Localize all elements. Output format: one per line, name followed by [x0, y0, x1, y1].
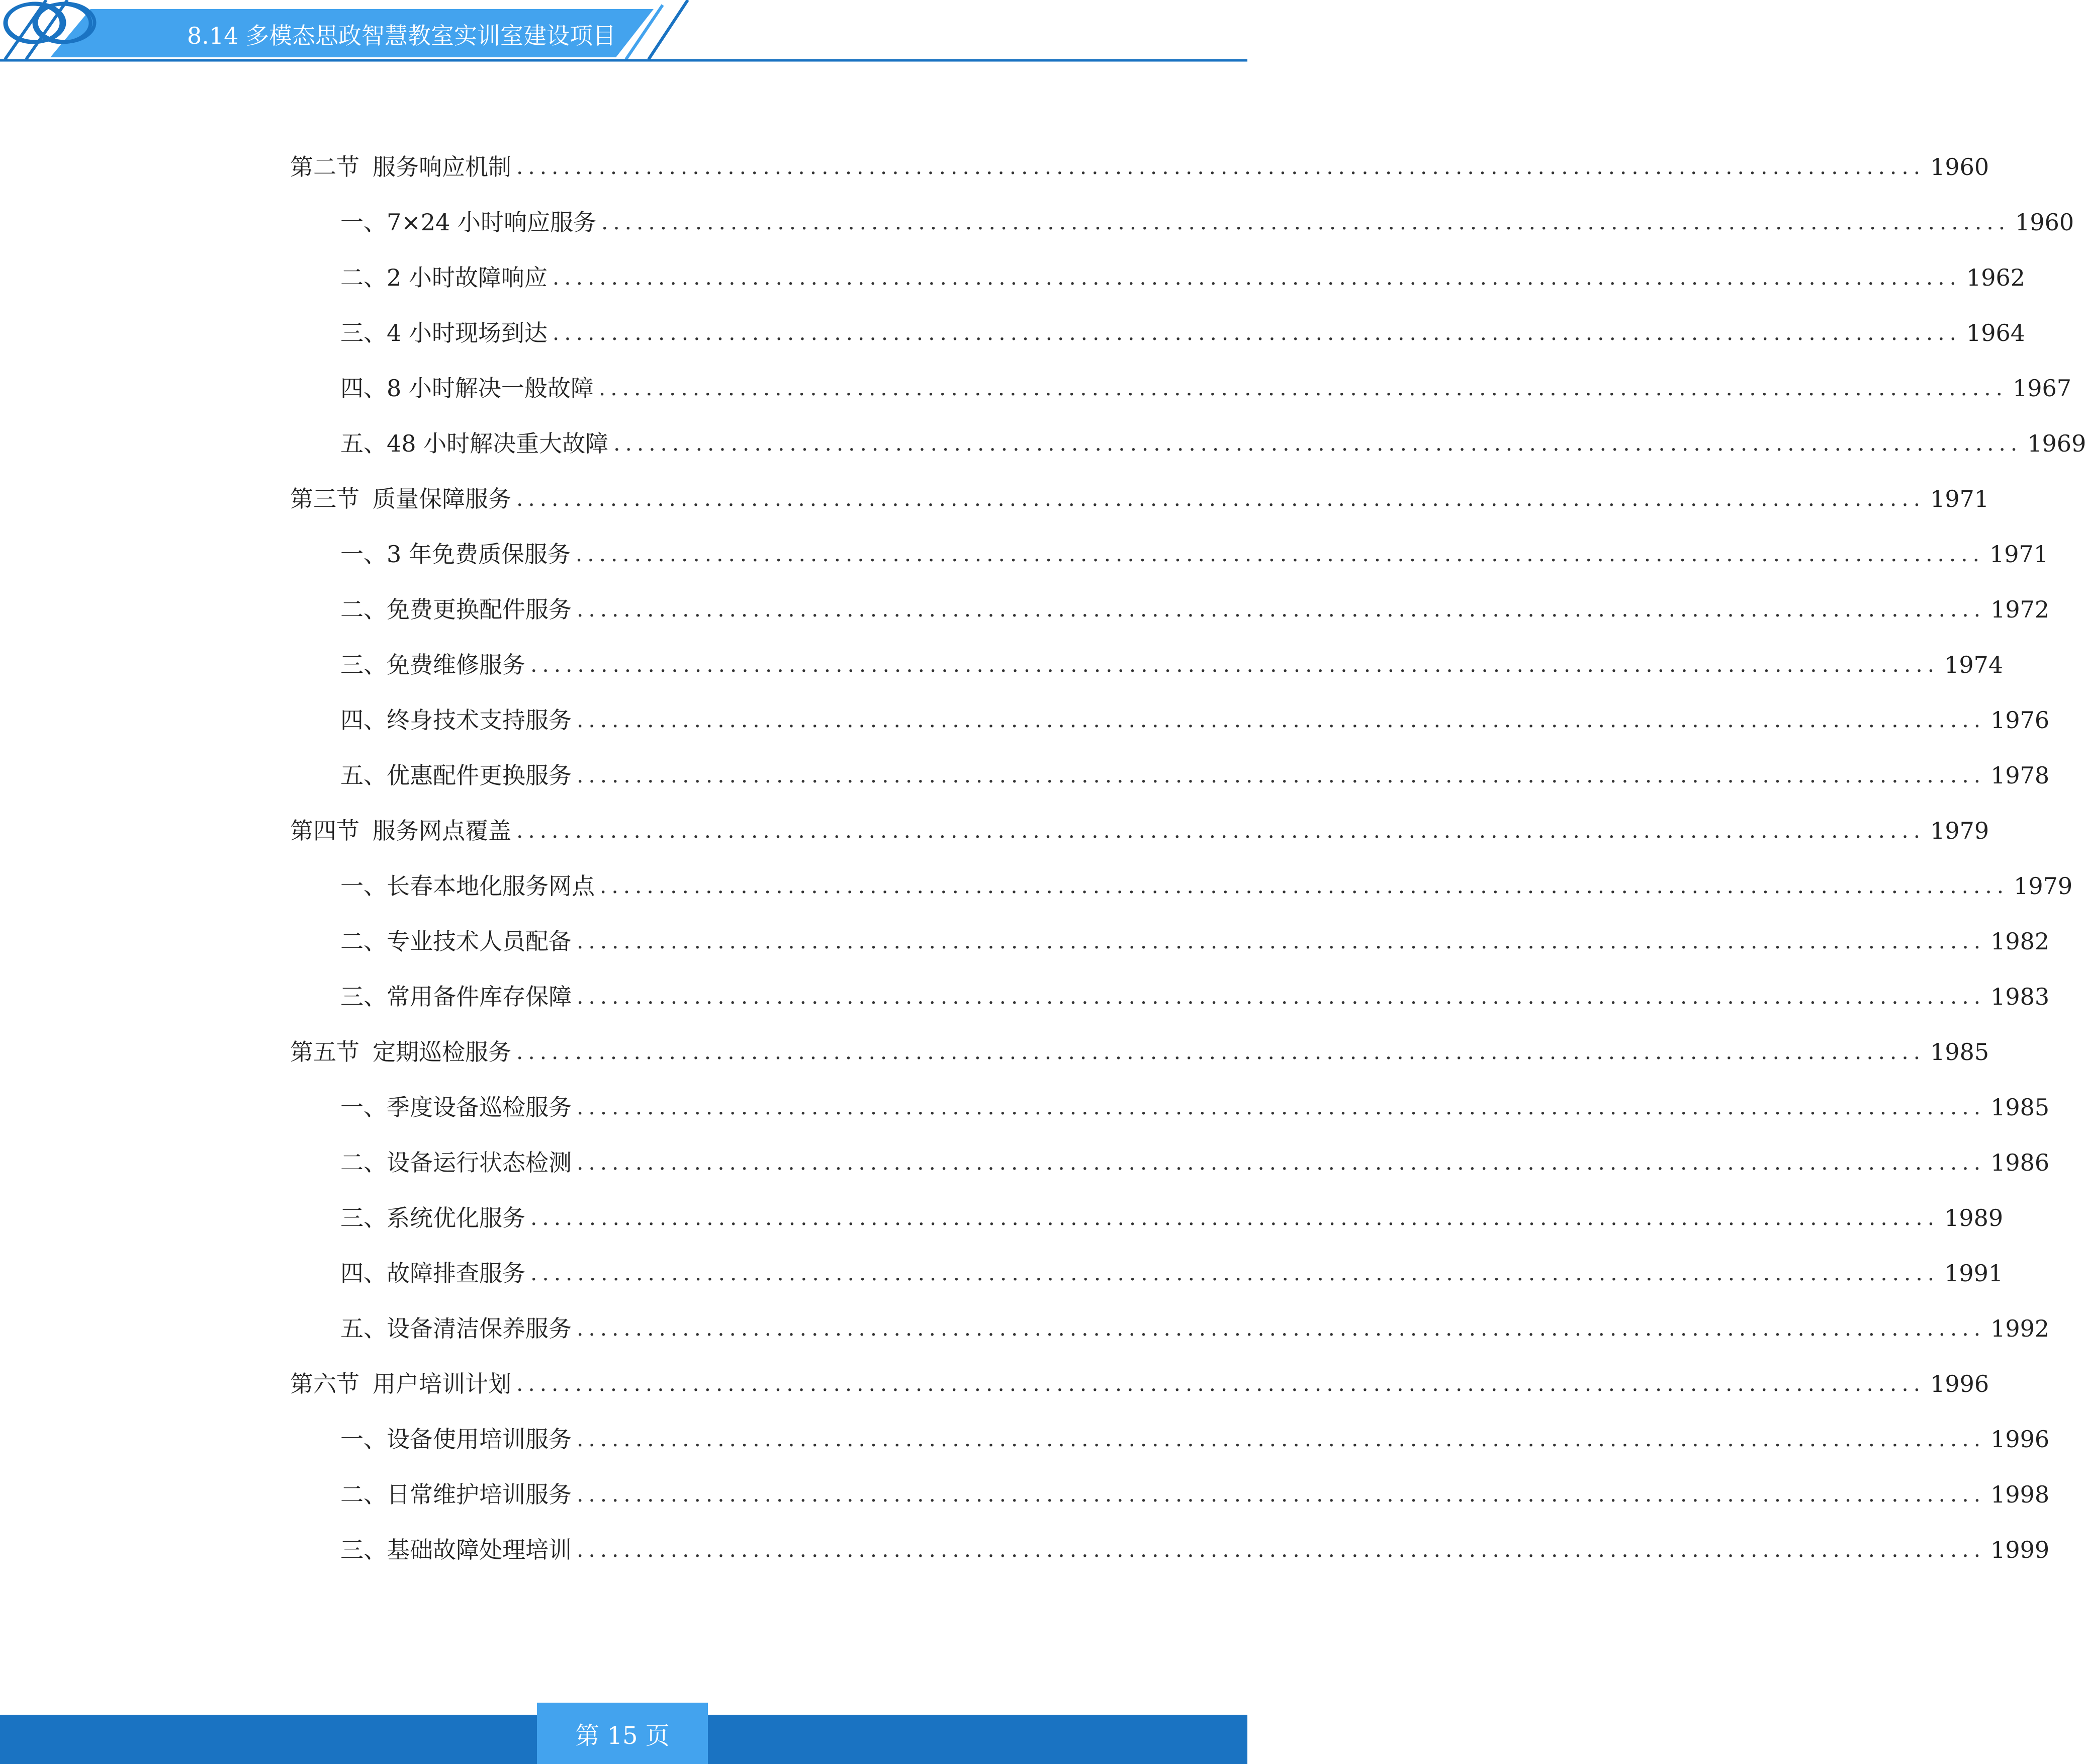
- toc-entry-number: 一、: [340, 1426, 387, 1453]
- toc-page-number: 1985: [1990, 1094, 2050, 1121]
- toc-item-entry[interactable]: [340, 700, 2050, 740]
- toc-dot-leader: ........................................................................................................................: [577, 597, 1986, 622]
- toc-entry-label: 设备运行状态检测: [387, 1149, 572, 1176]
- toc-page-number: 1974: [1944, 651, 2004, 678]
- toc-dot-leader: ........................................................................................................................: [600, 873, 2009, 898]
- toc-entry-number: 四、: [340, 1260, 387, 1287]
- toc-entry-label: 免费更换配件服务: [387, 596, 572, 623]
- toc-dot-leader: ........................................................................................................................: [577, 708, 1986, 732]
- toc-item-entry[interactable]: [340, 977, 2050, 1017]
- toc-page-number: 1964: [1966, 319, 2026, 346]
- toc-page-number: 1979: [2014, 872, 2073, 900]
- toc-item-entry[interactable]: [340, 589, 2050, 630]
- toc-item-entry[interactable]: [340, 1474, 2050, 1515]
- toc-entry-number: 第三节: [290, 485, 359, 512]
- toc-entry-number: 二、: [340, 264, 387, 291]
- toc-dot-leader: ........................................................................................................................: [552, 265, 1961, 290]
- toc-entry-label: 长春本地化服务网点: [387, 872, 595, 900]
- toc-entry-number: 三、: [340, 319, 387, 346]
- toc-entry-number: 五、: [340, 1315, 387, 1342]
- toc-item-entry[interactable]: [340, 534, 2049, 574]
- toc-page-number: 1978: [1990, 762, 2050, 789]
- double-ring-icon: [0, 0, 96, 45]
- toc-page-number: 1971: [1930, 485, 1989, 512]
- toc-entry-label: 48 小时解决重大故障: [387, 430, 609, 457]
- toc-page-number: 1999: [1990, 1536, 2050, 1563]
- toc-entry-number: 三、: [340, 1204, 387, 1231]
- toc-entry-label: 设备使用培训服务: [387, 1426, 572, 1453]
- toc-entry-label: 2 小时故障响应: [387, 264, 548, 291]
- toc-entry-number: 三、: [340, 651, 387, 678]
- toc-entry-number: 二、: [340, 1481, 387, 1508]
- toc-page-number: 1996: [1930, 1370, 1989, 1397]
- toc-entry-label: 8 小时解决一般故障: [387, 375, 594, 402]
- toc-page-number: 1962: [1966, 264, 2026, 291]
- toc-item-entry[interactable]: [340, 1142, 2050, 1183]
- toc-item-entry[interactable]: [340, 368, 2072, 408]
- toc-page-number: 1971: [1989, 541, 2049, 568]
- toc-entry-label: 系统优化服务: [387, 1204, 525, 1231]
- toc-page-number: 1989: [1944, 1204, 2004, 1231]
- toc-entry-number: 五、: [340, 430, 387, 457]
- toc-dot-leader: ........................................................................................................................: [577, 1150, 1986, 1175]
- toc-item-entry[interactable]: [340, 866, 2073, 906]
- toc-dot-leader: ........................................................................................................................: [577, 763, 1986, 787]
- toc-item-entry[interactable]: [340, 313, 2026, 353]
- toc-page-number: 1967: [2012, 375, 2072, 402]
- toc-section-entry[interactable]: [290, 1364, 1989, 1404]
- toc-dot-leader: ........................................................................................................................: [577, 1482, 1986, 1507]
- toc-page-number: 1998: [1990, 1481, 2050, 1508]
- toc-dot-leader: ........................................................................................................................: [613, 431, 2023, 456]
- toc-dot-leader: ........................................................................................................................: [577, 929, 1986, 953]
- toc-page-number: 1979: [1930, 817, 1989, 844]
- toc-dot-leader: ........................................................................................................................: [516, 818, 1926, 843]
- toc-item-entry[interactable]: [340, 921, 2050, 961]
- toc-item-entry[interactable]: [340, 1253, 2004, 1293]
- toc-item-entry[interactable]: [340, 1087, 2050, 1127]
- toc-dot-leader: ........................................................................................................................: [516, 154, 1926, 179]
- toc-entry-label: 用户培训计划: [373, 1370, 511, 1397]
- toc-page-number: 1960: [1930, 153, 1989, 181]
- toc-item-entry[interactable]: [340, 1530, 2050, 1570]
- toc-entry-number: 第二节: [290, 153, 359, 181]
- toc-entry-number: 三、: [340, 1536, 387, 1563]
- toc-entry-number: 二、: [340, 928, 387, 955]
- toc-page-number: 1983: [1990, 983, 2050, 1010]
- toc-dot-leader: ........................................................................................................................: [516, 486, 1926, 511]
- toc-section-entry[interactable]: [290, 147, 1989, 187]
- toc-dot-leader: ........................................................................................................................: [530, 1261, 1940, 1285]
- toc-page-number: 1991: [1944, 1260, 2004, 1287]
- toc-dot-leader: ........................................................................................................................: [577, 1095, 1986, 1119]
- toc-entry-number: 一、: [340, 209, 387, 236]
- toc-entry-label: 4 小时现场到达: [387, 319, 548, 346]
- toc-entry-number: 一、: [340, 1094, 387, 1121]
- toc-entry-label: 季度设备巡检服务: [387, 1094, 572, 1121]
- toc-entry-label: 免费维修服务: [387, 651, 525, 678]
- toc-section-entry[interactable]: [290, 479, 1989, 519]
- toc-entry-number: 三、: [340, 983, 387, 1010]
- toc-page-number: 1972: [1990, 596, 2050, 623]
- toc-page-number: 1976: [1990, 707, 2050, 734]
- toc-dot-leader: ........................................................................................................................: [552, 320, 1961, 345]
- toc-entry-label: 专业技术人员配备: [387, 928, 572, 955]
- toc-dot-leader: ........................................................................................................................: [530, 652, 1940, 677]
- toc-item-entry[interactable]: [340, 645, 2004, 685]
- page-number: 第 15 页: [537, 1703, 708, 1764]
- toc-dot-leader: ........................................................................................................................: [516, 1371, 1926, 1396]
- toc-entry-number: 二、: [340, 596, 387, 623]
- toc-item-entry[interactable]: [340, 202, 2074, 242]
- toc-entry-label: 优惠配件更换服务: [387, 762, 572, 789]
- toc-entry-number: 二、: [340, 1149, 387, 1176]
- toc-dot-leader: ........................................................................................................................: [575, 542, 1984, 566]
- toc-item-entry[interactable]: [340, 1198, 2004, 1238]
- toc-entry-number: 一、: [340, 541, 387, 568]
- toc-entry-label: 故障排查服务: [387, 1260, 525, 1287]
- toc-page-number: 1986: [1990, 1149, 2050, 1176]
- toc-entry-label: 服务网点覆盖: [373, 817, 511, 844]
- toc-item-entry[interactable]: [340, 257, 2026, 298]
- toc-entry-label: 质量保障服务: [373, 485, 511, 512]
- toc-entry-label: 3 年免费质保服务: [387, 541, 571, 568]
- toc-dot-leader: ........................................................................................................................: [598, 376, 2008, 400]
- header-title: 8.14 多模态思政智慧教室实训室建设项目: [187, 22, 616, 49]
- toc-entry-number: 一、: [340, 872, 387, 900]
- toc-entry-number: 四、: [340, 707, 387, 734]
- toc-page-number: 1996: [1990, 1426, 2050, 1453]
- toc-entry-number: 第六节: [290, 1370, 359, 1397]
- toc-page-number: 1960: [2015, 209, 2074, 236]
- toc-page-number: 1992: [1990, 1315, 2050, 1342]
- toc-page-number: 1969: [2027, 430, 2086, 457]
- toc-entry-label: 基础故障处理培训: [387, 1536, 572, 1563]
- toc-item-entry[interactable]: [340, 1308, 2050, 1349]
- toc-entry-number: 四、: [340, 375, 387, 402]
- toc-entry-label: 常用备件库存保障: [387, 983, 572, 1010]
- toc-entry-number: 第四节: [290, 817, 359, 844]
- toc-entry-label: 服务响应机制: [373, 153, 511, 181]
- toc-entry-label: 7×24 小时响应服务: [387, 209, 596, 236]
- toc-section-entry[interactable]: [290, 1032, 1989, 1072]
- toc-dot-leader: ........................................................................................................................: [601, 210, 2011, 234]
- toc-item-entry[interactable]: [340, 423, 2086, 464]
- toc-entry-label: 设备清洁保养服务: [387, 1315, 572, 1342]
- toc-section-entry[interactable]: [290, 811, 1989, 851]
- toc-dot-leader: ........................................................................................................................: [516, 1039, 1926, 1064]
- toc-entry-number: 五、: [340, 762, 387, 789]
- toc-page-number: 1985: [1930, 1038, 1989, 1066]
- toc-dot-leader: ........................................................................................................................: [577, 984, 1986, 1009]
- toc-dot-leader: ........................................................................................................................: [530, 1205, 1940, 1230]
- toc-entry-label: 日常维护培训服务: [387, 1481, 572, 1508]
- toc-entry-label: 终身技术支持服务: [387, 707, 572, 734]
- toc-item-entry[interactable]: [340, 1419, 2050, 1459]
- toc-page-number: 1982: [1990, 928, 2050, 955]
- toc-entry-label: 定期巡检服务: [373, 1038, 511, 1066]
- toc-dot-leader: ........................................................................................................................: [577, 1316, 1986, 1341]
- toc-entry-number: 第五节: [290, 1038, 359, 1066]
- toc-dot-leader: ........................................................................................................................: [577, 1427, 1986, 1451]
- page-header: [0, 0, 1247, 65]
- toc-item-entry[interactable]: [340, 755, 2050, 796]
- toc-dot-leader: ........................................................................................................................: [577, 1537, 1986, 1562]
